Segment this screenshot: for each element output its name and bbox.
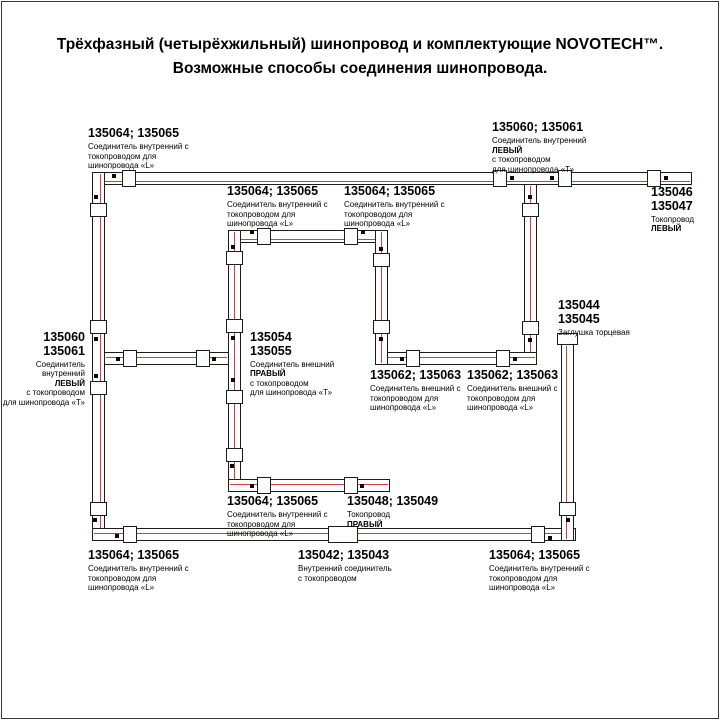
label-bottom-mid: 135064; 135065 Соединитель внутренний с токопроводом для шинопровода «L» [227,494,328,538]
connector [226,390,243,404]
junction-dot [550,176,554,180]
connector [522,203,539,217]
junction-dot [513,357,517,361]
page-title [0,33,720,81]
label-mid-top-1: 135064; 135065 Соединитель внутренний с токопроводом для шинопровода «L» [227,184,328,228]
connector [496,350,510,367]
connector [90,381,107,395]
junction-dot [360,484,364,488]
label-mid-t: 135054 135055 Соединитель внешний ПРАВЫЙ с токопроводом для шинопровода «Т» [250,330,335,397]
junction-dot [231,245,235,249]
connector [522,321,539,335]
junction-dot [250,230,254,234]
label-mid-top-2: 135064; 135065 Соединитель внутренний с токопроводом для шинопровода «L» [344,184,445,228]
connector [90,502,107,516]
label-feed-center: 135042; 135043 Внутренний соединитель с токопроводом [298,548,392,583]
junction-dot [112,174,116,178]
junction-dot [548,536,552,540]
connector [122,170,136,187]
connector [196,350,210,367]
title-line-2: Возможные способы соединения шинопровода. [172,60,548,77]
junction-dot [231,378,235,382]
label-top-t: 135060; 135061 Соединитель внутренний ЛЕВЫЙ с токопроводом для шинопровода «Т» [492,120,587,174]
connector [344,228,358,245]
junction-dot [231,336,235,340]
label-endcap: 135044 135045 Заглушка торцевая [558,298,630,337]
connector [123,350,137,367]
junction-dot [212,357,216,361]
connector [257,477,271,494]
junction-dot [93,518,97,522]
connector [344,477,358,494]
junction-dot [361,230,365,234]
connector [559,502,576,516]
connector [226,448,243,462]
junction-dot [116,357,120,361]
connector [123,526,137,543]
connector [406,350,420,367]
connector [226,251,243,265]
connector [90,203,107,217]
junction-dot [379,247,383,251]
junction-dot [664,176,668,180]
label-top-left: 135064; 135065 Соединитель внутренний с токопроводом для шинопровода «L» [88,126,189,170]
junction-dot [230,464,234,468]
label-bottom-right: 135064; 135065 Соединитель внутренний с токопроводом для шинопровода «L» [489,548,590,592]
connector [373,320,390,334]
connector [226,319,243,333]
connector [373,253,390,267]
junction-dot [115,534,119,538]
junction-dot [94,195,98,199]
label-bottom-left: 135064; 135065 Соединитель внутренний с токопроводом для шинопровода «L» [88,548,189,592]
label-left-t: 135060 135061 Соединитель внутренний ЛЕВЫЙ с токопроводом для шинопровода «Т» [2,330,85,407]
junction-dot [379,337,383,341]
connector [90,320,107,334]
label-outer-2: 135062; 135063 Соединитель внешний с токопроводом для шинопровода «L» [467,368,559,412]
junction-dot [510,176,514,180]
junction-dot [566,518,570,522]
junction-dot [528,195,532,199]
connector [531,526,545,543]
junction-dot [94,374,98,378]
label-outer-1: 135062; 135063 Соединитель внешний с токопроводом для шинопровода «L» [370,368,462,412]
junction-dot [250,484,254,488]
junction-dot [94,337,98,341]
junction-dot [400,357,404,361]
label-feed-left: 135046 135047 Токопровод ЛЕВЫЙ [651,185,695,233]
label-feed-right: 135048; 135049 Токопровод ПРАВЫЙ [347,494,439,529]
title-line-1: Трёхфазный (четырёхжильный) шинопровод и комплектующие NOVOTECH™. [56,36,664,53]
connector [257,228,271,245]
junction-dot [528,338,532,342]
